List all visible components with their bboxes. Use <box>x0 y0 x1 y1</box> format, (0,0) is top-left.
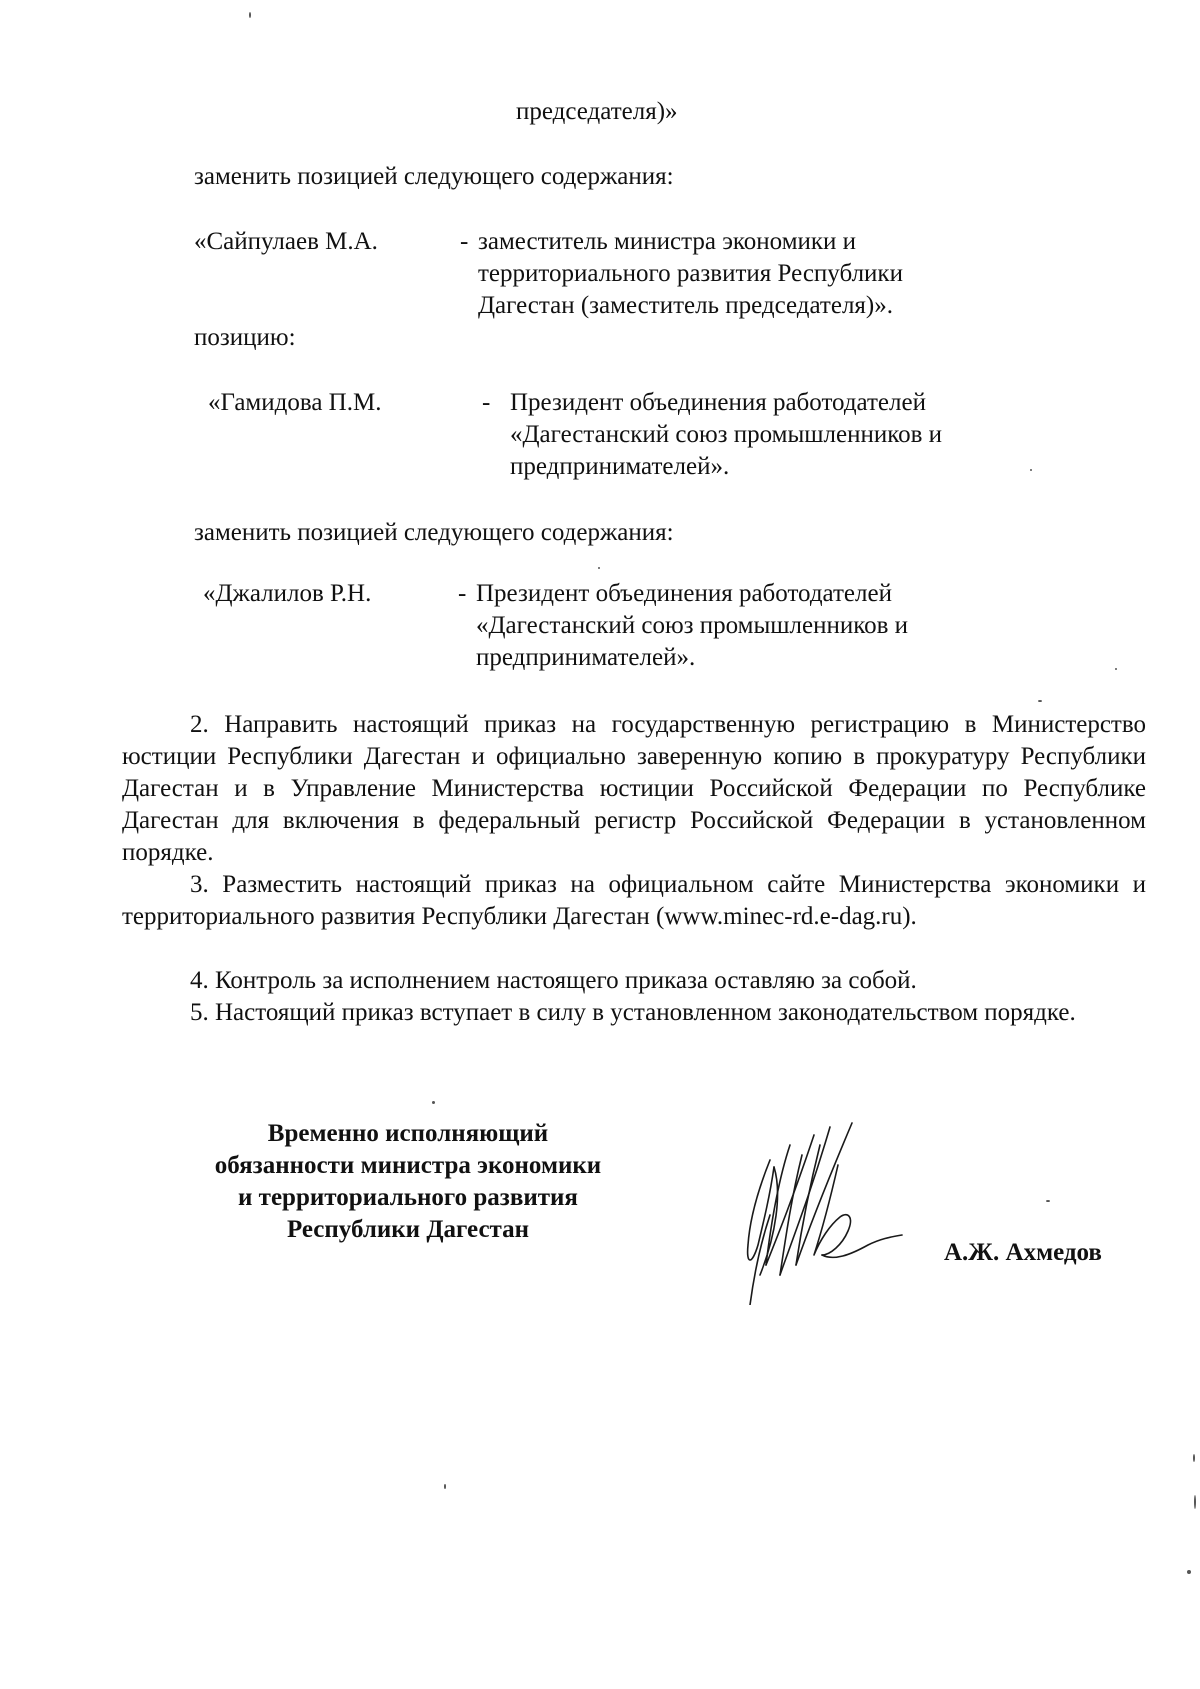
entry-line: предпринимателей». <box>510 453 730 480</box>
entry-dash: - <box>458 580 467 607</box>
scan-speck <box>1046 1200 1050 1202</box>
entry-line: Дагестан (заместитель председателя)». <box>478 292 894 319</box>
paragraph-4: 4. Контроль за исполнением настоящего приказа оставляю за собой. <box>190 967 917 994</box>
entry-name: «Сайпулаев М.А. <box>194 228 378 255</box>
entry-line: Президент объединения работодателей <box>510 389 926 416</box>
signatory-name: А.Ж. Ахмедов <box>944 1239 1102 1266</box>
replace-instruction-2: заменить позицией следующего содержания: <box>194 519 674 546</box>
entry-line: заместитель министра экономики и <box>478 228 857 255</box>
scan-speck <box>444 1484 446 1489</box>
paragraph-5: 5. Настоящий приказ вступает в силу в установленном законодательством порядке. <box>190 999 1076 1026</box>
scan-speck <box>249 12 251 18</box>
scan-speck <box>1115 668 1117 670</box>
signatory-title-line: обязанности министра экономики <box>214 1152 602 1179</box>
entry-line: предпринимателей». <box>476 644 696 671</box>
scan-speck <box>1194 1495 1196 1509</box>
signatory-title-line: Временно исполняющий <box>267 1120 549 1147</box>
entry-name: «Гамидова П.М. <box>208 389 382 416</box>
paragraph-3: 3. Разместить настоящий приказ на официальном сайте Министерства экономики и территориального развития Республики Дагестан (www.minec-rd.e-dag.ru). <box>122 871 1146 930</box>
scan-speck <box>1030 469 1032 471</box>
scan-speck <box>1038 700 1042 702</box>
entry-dash: - <box>460 228 469 255</box>
entry-name: «Джалилов Р.Н. <box>203 580 372 607</box>
entry-line: территориального развития Республики <box>478 260 903 287</box>
continuation-text: председателя)» <box>516 98 678 125</box>
signatory-title-line: Республики Дагестан <box>286 1216 530 1243</box>
entry-dash: - <box>482 389 491 416</box>
scan-speck <box>1187 1570 1191 1574</box>
handwritten-signature <box>730 1105 910 1305</box>
replace-instruction-1: заменить позицией следующего содержания: <box>194 163 674 190</box>
scan-speck <box>598 567 600 569</box>
entry-line: «Дагестанский союз промышленников и <box>510 421 943 448</box>
signatory-title-line: и территориального развития <box>238 1184 578 1211</box>
scan-speck <box>432 1101 435 1104</box>
paragraph-2: 2. Направить настоящий приказ на государственную регистрацию в Министерство юстиции Республики Дагестан и официально заверенную копию в прокуратуру Республики Дагестан и в Управление Министерства юстиции Российской Федерации по Республике Дагестан для включения в федеральный регистр Российской Федерации в установленном порядке. <box>122 711 1146 866</box>
position-label: позицию: <box>194 324 296 351</box>
entry-line: Президент объединения работодателей <box>476 580 892 607</box>
entry-line: «Дагестанский союз промышленников и <box>476 612 909 639</box>
scan-speck <box>1193 1454 1195 1462</box>
signatory-title <box>158 1118 658 1246</box>
